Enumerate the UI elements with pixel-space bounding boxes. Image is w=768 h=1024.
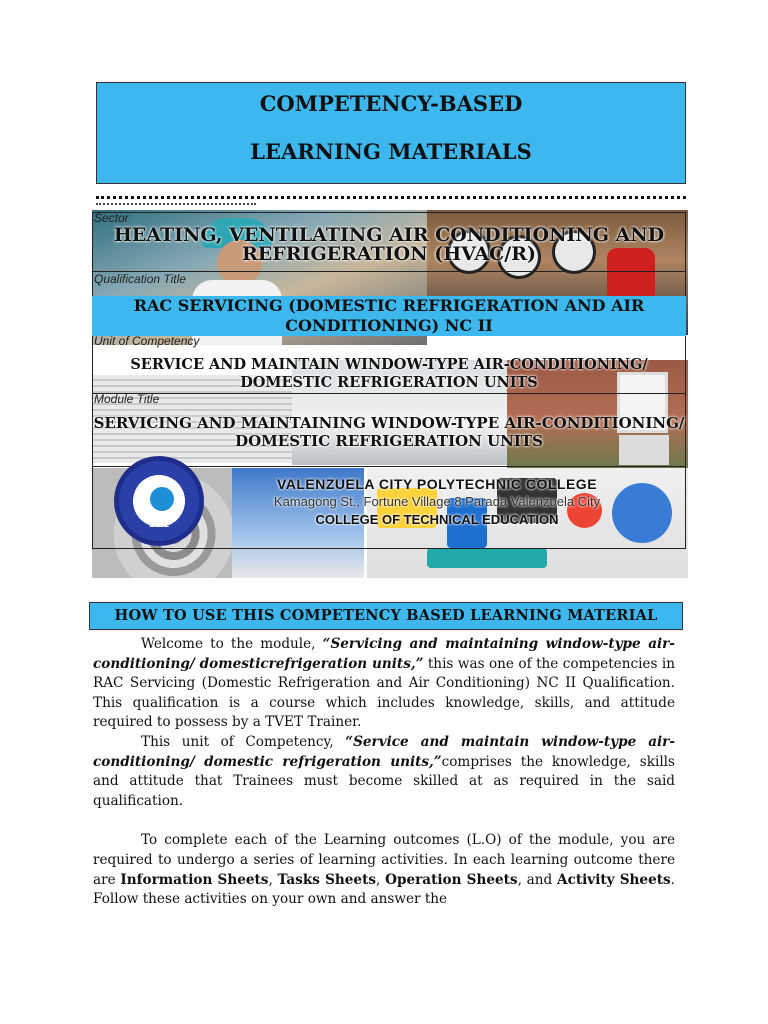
- college-address: Kamagong St., Fortune Village 8 Parada Valenzuela City: [273, 494, 601, 509]
- logo-year: 1982: [148, 519, 170, 529]
- paragraph-1: Welcome to the module, “Servicing and maintaining window-type air-conditioning/ domesticrefrigeration units,” this was one of the competencies in RAC Servicing (Domestic Refrigeration and Air Conditioning) NC II Qualification. This qualification is a course which includes knowledge, skills, and attitude required to possess by a TVET Trainer.: [93, 636, 675, 731]
- qualification-label: Qualification Title: [94, 272, 186, 286]
- sector-label: Sector: [94, 211, 129, 225]
- module-value: SERVICING AND MAINTAINING WINDOW-TYPE AIR-CONDITIONING/ DOMESTIC REFRIGERATION UNITS: [93, 414, 685, 450]
- paragraph-2: This unit of Competency, “Service and maintain window-type air-conditioning/ domestic refrigeration units,”comprises the knowledge, skills and attitude that Trainees must become skilled at as required in the said qualification.: [93, 733, 675, 809]
- qualification-value: RAC SERVICING (DOMESTIC REFRIGERATION AND AIR CONDITIONING) NC II: [133, 296, 645, 335]
- title-box: [96, 82, 686, 184]
- unit-label: Unit of Competency: [94, 334, 200, 348]
- dotted-divider-short: [96, 203, 256, 205]
- dotted-divider: [96, 196, 686, 199]
- title-line-2: LEARNING MATERIALS: [250, 139, 532, 164]
- paragraph-3: To complete each of the Learning outcomes (L.O) of the module, you are required to undergo a series of learning activities. In each learning outcome there are Information Sheets, Tasks Sheets, Operation Sheets, and Activity Sheets. Follow these activities on your own and answer the: [93, 832, 675, 908]
- title-line-1: COMPETENCY-BASED: [259, 91, 523, 116]
- cover-collage: [92, 210, 688, 578]
- college-department: COLLEGE OF TECHNICAL EDUCATION: [315, 512, 559, 527]
- howto-body: [93, 635, 675, 910]
- sector-value: HEATING, VENTILATING AIR CONDITIONING AND REFRIGERATION (HVAC/R): [113, 224, 665, 265]
- module-label: Module Title: [94, 392, 160, 406]
- unit-value: SERVICE AND MAINTAIN WINDOW-TYPE AIR-CONDITIONING/ DOMESTIC REFRIGERATION UNITS: [130, 356, 648, 391]
- college-name: VALENZUELA CITY POLYTECHNIC COLLEGE: [276, 476, 598, 492]
- howto-heading: HOW TO USE THIS COMPETENCY BASED LEARNING MATERIAL: [89, 602, 683, 630]
